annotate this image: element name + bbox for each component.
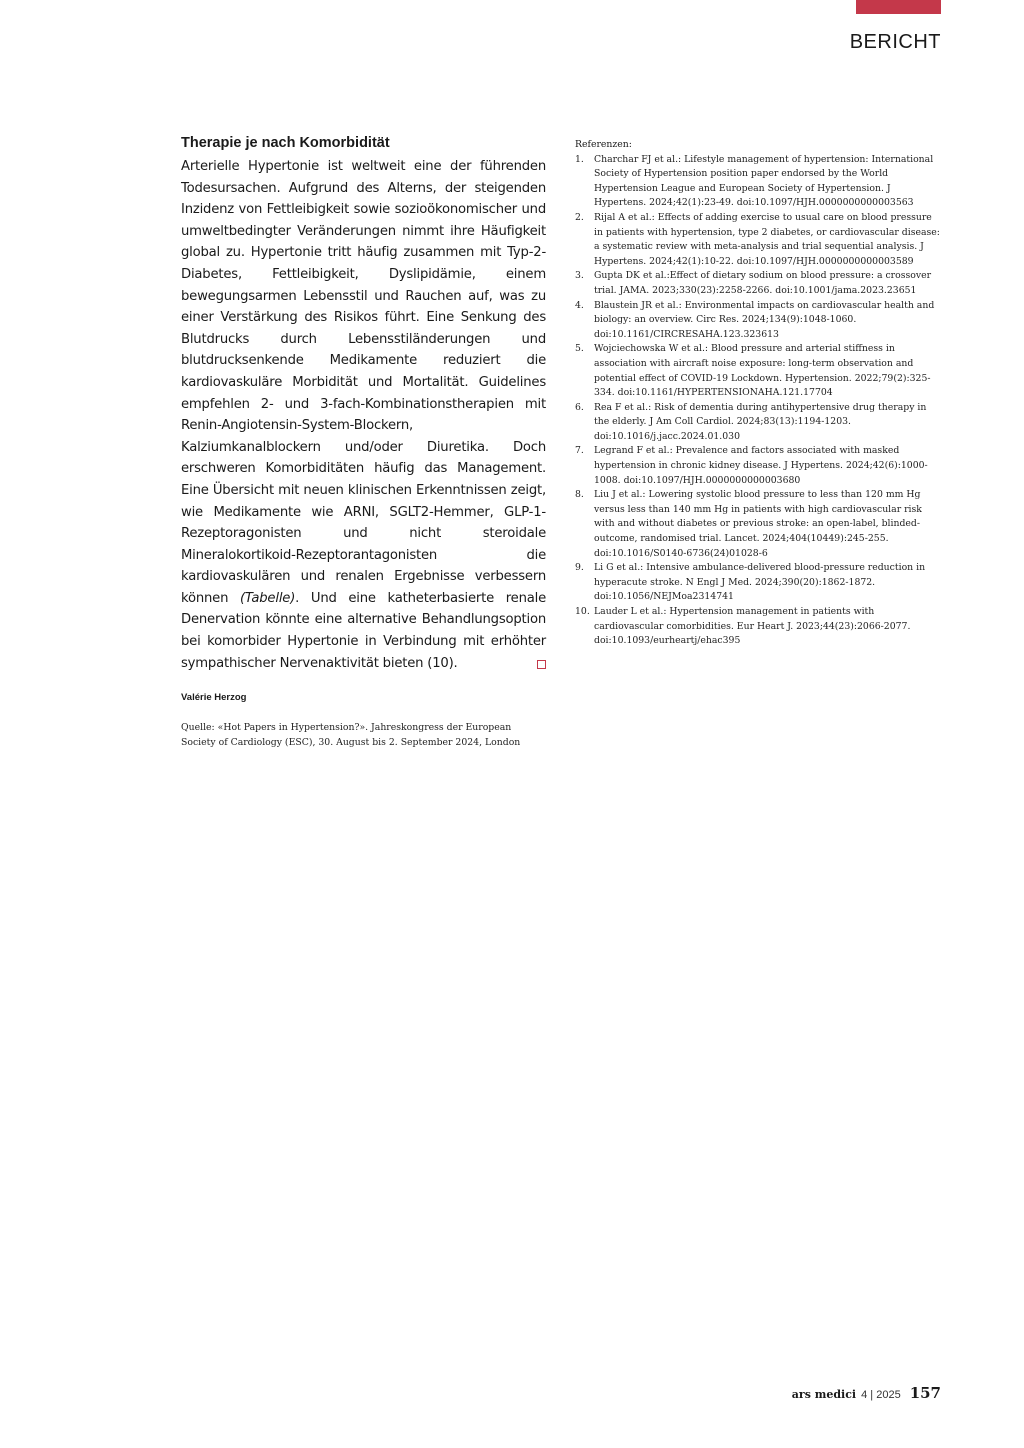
reference-item — [575, 605, 941, 649]
reference-number: 1. — [575, 153, 584, 165]
reference-text: Legrand F et al.: Prevalence and factors associated with masked hypertension in chronic kidney disease. J Hypertens. 2024;42(6):1000-1008. doi:10.1097/HJH.0000000000003680 — [594, 445, 928, 486]
reference-item — [575, 211, 941, 269]
article-heading: Therapie je nach Komorbidität — [181, 135, 390, 151]
reference-item — [575, 153, 941, 211]
reference-item — [575, 299, 941, 343]
reference-item — [575, 561, 941, 605]
reference-number: 8. — [575, 489, 584, 501]
reference-text: Wojciechowska W et al.: Blood pressure and arterial stiffness in association with aircraft noise exposure: long-term observation and potential effect of COVID-19 Lockdown. Hypertension. 2022;79(2):325-334. doi:10.1161/HYPERTENSIONAHA.121.17704 — [594, 343, 931, 399]
reference-text: Charchar FJ et al.: Lifestyle management of hypertension: International Society of Hypertension position paper endorsed by the World Hypertension League and European Society of Hypertension. J Hypertens. 2024;42(1):23-49. doi:10.1097/HJH.0000000000003563 — [594, 153, 934, 209]
page-number: 157 — [909, 1384, 941, 1402]
article-body — [181, 156, 546, 674]
reference-item — [575, 401, 941, 445]
page-footer — [792, 1384, 941, 1402]
reference-number: 4. — [575, 299, 584, 311]
reference-number: 3. — [575, 270, 584, 282]
end-square-icon — [537, 660, 546, 669]
references-list — [575, 153, 941, 649]
reference-text: Gupta DK et al.:Effect of dietary sodium on blood pressure: a crossover trial. JAMA. 2023;330(23):2258-2266. doi:10.1001/jama.2023.23651 — [594, 270, 932, 296]
accent-bar — [856, 0, 941, 14]
reference-item — [575, 342, 941, 400]
reference-number: 7. — [575, 445, 584, 457]
reference-item — [575, 444, 941, 488]
body-end: . Und eine katheterbasierte renale Denervation könnte eine alternative Behandlungsoption bei komorbider Hypertonie in Verbindung mit erhöhter sympathischer Nervenaktivität bieten (10). — [181, 590, 546, 671]
references-title: Referenzen: — [575, 139, 632, 150]
reference-number: 10. — [575, 606, 590, 617]
reference-text: Blaustein JR et al.: Environmental impacts on cardiovascular health and biology: an overview. Circ Res. 2024;134(9):1048-1060. doi:10.1161/CIRCRESAHA.123.323613 — [594, 299, 935, 340]
reference-text: Rijal A et al.: Effects of adding exercise to usual care on blood pressure in patients with hypertension, type 2 diabetes, or cardiovascular disease: a systematic review with meta-analysis and trial sequential analysis. J Hypertens. 2024;42(1):10-22. doi:10.1097/HJH.0000000000003589 — [594, 211, 940, 267]
issue-number: 4 | 2025 — [861, 1389, 901, 1401]
reference-text: Li G et al.: Intensive ambulance-delivered blood-pressure reduction in hyperacute stroke. N Engl J Med. 2024;390(20):1862-1872. doi:10.1056/NEJMoa2314741 — [594, 562, 926, 603]
article-column — [181, 134, 546, 750]
reference-number: 9. — [575, 562, 584, 574]
reference-item — [575, 269, 941, 298]
author: Valérie Herzog — [181, 692, 247, 704]
section-label: BERICHT — [849, 31, 941, 53]
body-main: Arterielle Hypertonie ist weltweit eine der führenden Todesursachen. Aufgrund des Alterns, der steigenden Inzidenz von Fettleibigkeit sowie sozioökonomischer und umweltbedingter Veränderungen nimmt ihre Häufigkeit global zu. Hypertonie tritt häufig zusammen mit Typ-2-Diabetes, Fettleibigkeit, Dyslipidämie, einem bewegungsarmen Lebensstil und Rauchen auf, was zu einer Verstärkung des Risikos führt. Eine Senkung des Blutdrucks durch Lebensstiländerungen und blutdrucksenkende Medikamente reduziert die kardiovaskuläre Morbidität und Mortalität. Guidelines empfehlen 2- und 3-fach-Kombinationstherapien mit Renin-Angiotensin-System-Blockern, Kalziumkanalblockern und/oder Diuretika. Doch erschweren Komorbiditäten häufig das Management. Eine Übersicht mit neuen klinischen Erkenntnissen zeigt, wie Medikamente wie ARNI, SGLT2-Hemmer, GLP-1-Rezeptoragonisten und nicht steroidale Mineralokortikoid-Rezeptorantagonisten die kardiovaskulären und renalen Ergebnisse verbessern können — [181, 159, 546, 606]
reference-item — [575, 488, 941, 561]
references-column — [575, 138, 941, 649]
reference-number: 5. — [575, 343, 584, 355]
table-reference: (Tabelle) — [239, 590, 296, 606]
source-note: Quelle: «Hot Papers in Hypertension?». Jahreskongress der European Society of Cardiology (ESC), 30. August bis 2. September 2024, London — [181, 722, 521, 748]
reference-number: 6. — [575, 401, 584, 413]
reference-number: 2. — [575, 211, 584, 223]
reference-text: Rea F et al.: Risk of dementia during antihypertensive drug therapy in the elderly. J Am Coll Cardiol. 2024;83(13):1194-1203. doi:10.1016/j.jacc.2024.01.030 — [594, 401, 927, 442]
reference-text: Lauder L et al.: Hypertension management in patients with cardiovascular comorbidities. Eur Heart J. 2023;44(23):2066-2077. doi:10.1093/eurheartj/ehac395 — [594, 606, 911, 647]
journal-name: ars medici — [791, 1388, 857, 1401]
reference-text: Liu J et al.: Lowering systolic blood pressure to less than 120 mm Hg versus less than 140 mm Hg in patients with high cardiovascular risk with and without diabetes or previous stroke: an open-label, blinded-outcome, randomised trial. Lancet. 2024;404(10449):245-255. doi:10.1016/S0140-6736(24)01028-6 — [594, 489, 922, 559]
